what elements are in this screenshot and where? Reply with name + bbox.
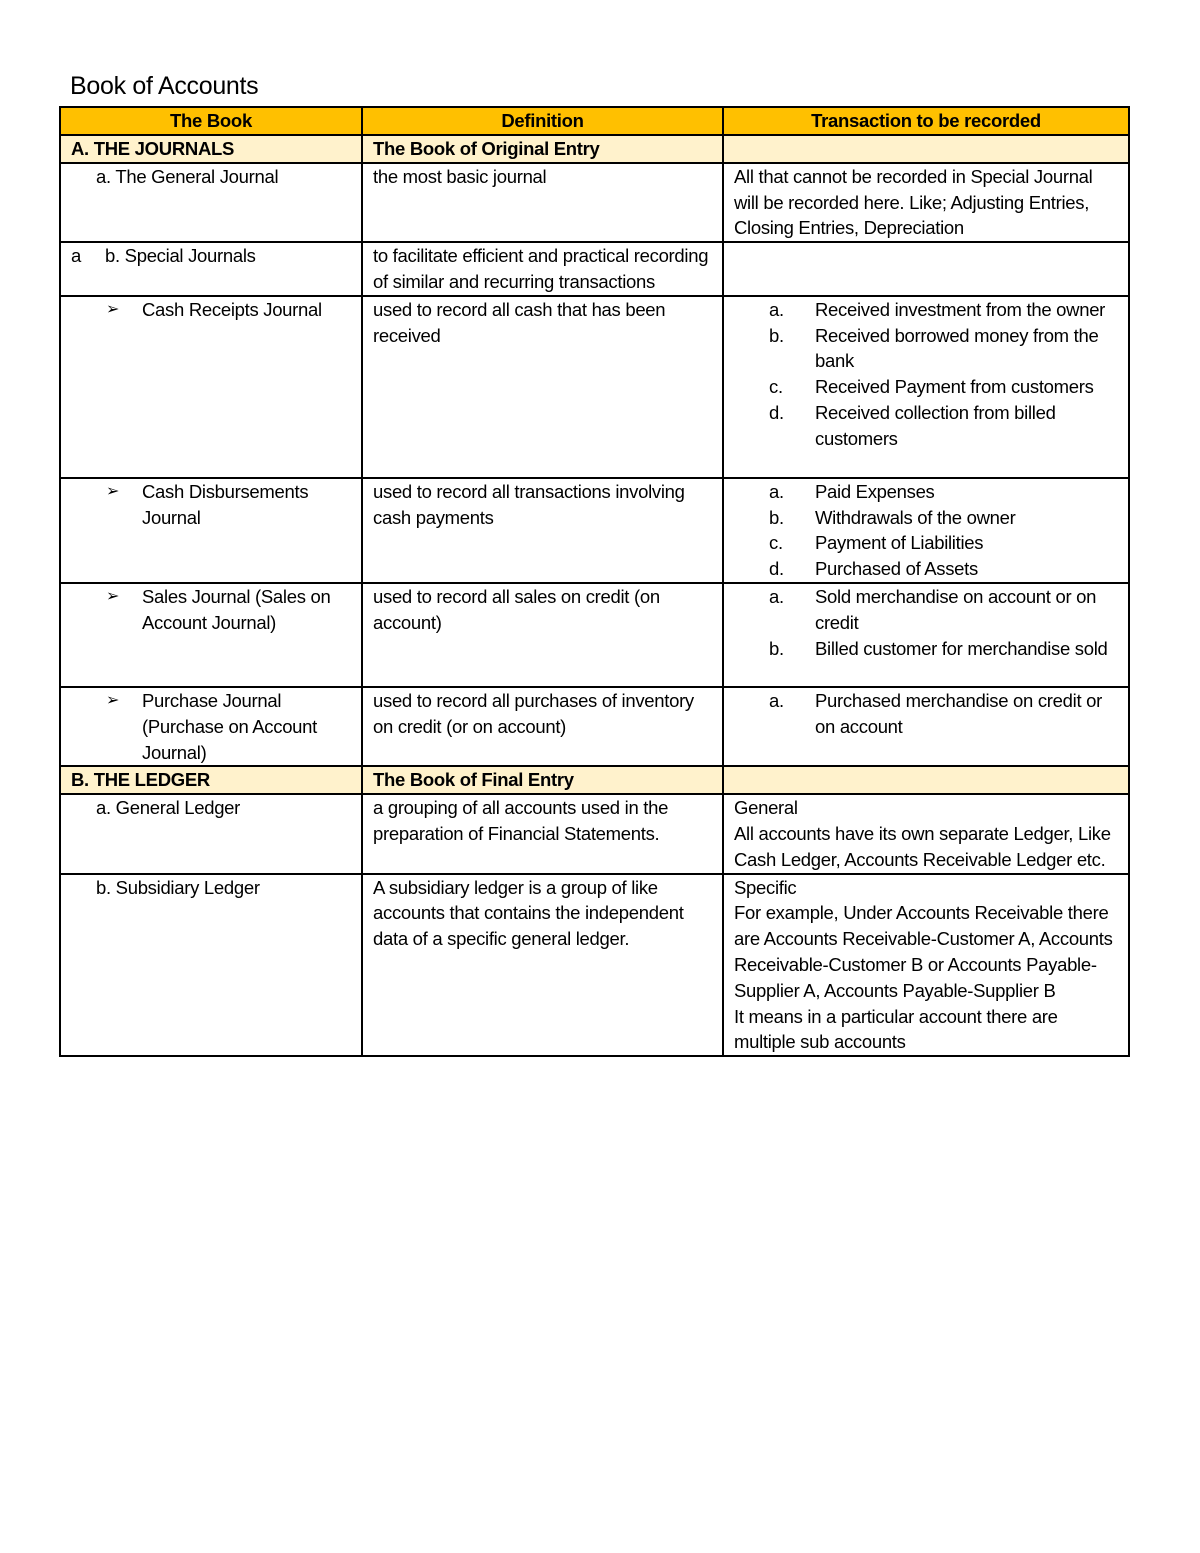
list-item: c. Received Payment from customers: [769, 376, 1094, 398]
transaction-cell: [723, 583, 1129, 687]
table-row-subsidiary-ledger: [60, 874, 1129, 1057]
list-item: b. Withdrawals of the owner: [769, 506, 1016, 528]
definition-cell: used to record all sales on credit (on account): [362, 583, 723, 687]
section-row-ledger: [60, 766, 1129, 794]
definition-cell: used to record all cash that has been received: [362, 296, 723, 478]
book-cell: [60, 296, 362, 478]
transaction-text: All accounts have its own separate Ledger, Like Cash Ledger, Accounts Receivable Ledger etc.: [734, 822, 1111, 870]
list-item: b. Received borrowed money from the bank: [769, 324, 1099, 372]
header-the-book: The Book: [60, 107, 362, 135]
list-marker: a: [71, 245, 81, 267]
table-row-general-ledger: [60, 794, 1129, 873]
transaction-list: [734, 688, 1118, 740]
definition-cell: used to record all transactions involving cash payments: [362, 478, 723, 583]
list-item: a. Received investment from the owner: [769, 298, 1106, 320]
book-cell: [60, 794, 362, 873]
list-item: a. Purchased merchandise on credit or on account: [769, 689, 1102, 737]
book-name: Sales Journal (Sales on Account Journal): [142, 585, 331, 633]
transaction-cell: All that cannot be recorded in Special Journal will be recorded here. Like; Adjusting Entries, Closing Entries, Depreciation: [723, 163, 1129, 242]
book-cell: [60, 583, 362, 687]
list-item: d. Received collection from billed customers: [769, 401, 1056, 449]
table-row-cash-disbursements: [60, 478, 1129, 583]
header-definition: Definition: [362, 107, 723, 135]
book-name: Purchase Journal (Purchase on Account Journal): [142, 689, 317, 763]
section-definition: The Book of Original Entry: [362, 135, 723, 163]
ledger-kind: Specific: [734, 876, 797, 898]
table-row-general-journal: [60, 163, 1129, 242]
transaction-cell: [723, 296, 1129, 478]
book-name: a. General Ledger: [96, 797, 241, 819]
section-empty-cell: [723, 135, 1129, 163]
book-name: Cash Disbursements Journal: [142, 480, 309, 528]
transaction-cell: [723, 478, 1129, 583]
transaction-list: [734, 297, 1118, 452]
book-name: b. Subsidiary Ledger: [96, 876, 260, 898]
table-row-purchase-journal: [60, 687, 1129, 766]
transaction-cell: [723, 242, 1129, 296]
header-row: [60, 107, 1129, 135]
definition-cell: A subsidiary ledger is a group of like accounts that contains the independent data of a specific general ledger.: [362, 874, 723, 1057]
definition-cell: to facilitate efficient and practical recording of similar and recurring transactions: [362, 242, 723, 296]
arrow-bullet-icon: ➢: [106, 691, 120, 709]
book-name: a. The General Journal: [96, 165, 279, 187]
arrow-bullet-icon: ➢: [106, 482, 120, 500]
list-item: a. Sold merchandise on account or on credit: [769, 585, 1097, 633]
section-title: B. THE LEDGER: [60, 766, 362, 794]
section-definition: The Book of Final Entry: [362, 766, 723, 794]
table-row-special-journals: [60, 242, 1129, 296]
definition-cell: the most basic journal: [362, 163, 723, 242]
page-title: Book of Accounts: [70, 72, 259, 100]
transaction-list: [734, 479, 1118, 582]
ledger-kind: General: [734, 797, 798, 819]
book-cell: [60, 163, 362, 242]
transaction-cell: [723, 874, 1129, 1057]
section-empty-cell: [723, 766, 1129, 794]
transaction-note: It means in a particular account there are multiple sub accounts: [734, 1005, 1058, 1053]
list-item: b. Billed customer for merchandise sold: [769, 637, 1108, 659]
list-item: a. Paid Expenses: [769, 480, 935, 502]
section-row-journals: [60, 135, 1129, 163]
transaction-cell: [723, 794, 1129, 873]
transaction-text: For example, Under Accounts Receivable there are Accounts Receivable-Customer A, Accounts Receivable-Customer B or Accounts Payable-Supplier A, Accounts Payable-Supplier B: [734, 902, 1113, 1001]
definition-cell: a grouping of all accounts used in the preparation of Financial Statements.: [362, 794, 723, 873]
book-of-accounts-table: [59, 106, 1130, 1057]
transaction-cell: [723, 687, 1129, 766]
list-item: d. Purchased of Assets: [769, 558, 978, 580]
table-row-cash-receipts: [60, 296, 1129, 478]
arrow-bullet-icon: ➢: [106, 300, 120, 318]
book-cell: [60, 242, 362, 296]
book-name: b. Special Journals: [105, 245, 256, 267]
book-name: Cash Receipts Journal: [142, 298, 322, 320]
book-cell: [60, 687, 362, 766]
list-item: c. Payment of Liabilities: [769, 532, 984, 554]
table-row-sales-journal: [60, 583, 1129, 687]
transaction-list: [734, 584, 1118, 661]
book-cell: [60, 478, 362, 583]
section-title: A. THE JOURNALS: [60, 135, 362, 163]
book-cell: [60, 874, 362, 1057]
definition-cell: used to record all purchases of inventory on credit (or on account): [362, 687, 723, 766]
arrow-bullet-icon: ➢: [106, 587, 120, 605]
header-transaction: Transaction to be recorded: [723, 107, 1129, 135]
